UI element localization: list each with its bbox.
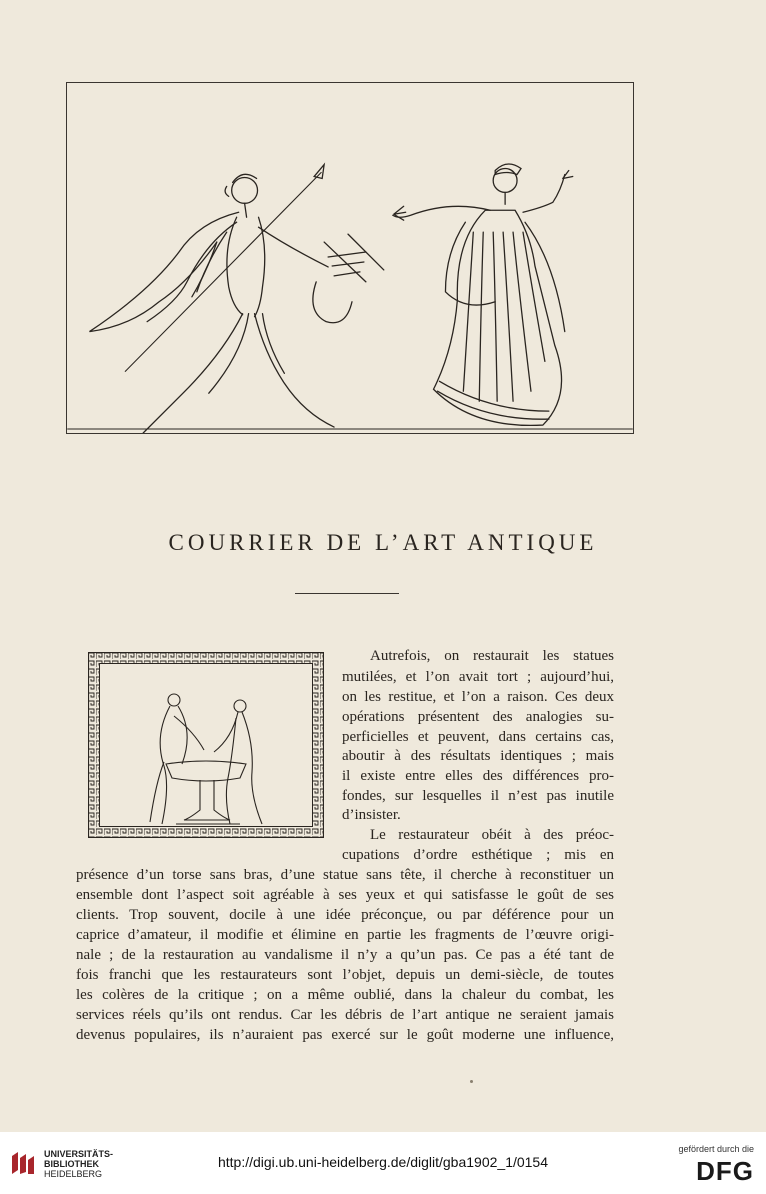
paragraph-line: présence d’un torse sans bras, d’une statue sans tête, il cherche à reconstituer un [76,867,614,883]
library-name: UNIVERSITÄTS- BIBLIOTHEK HEIDELBERG [44,1149,114,1179]
paragraph-line: devenus populaires, ils n’auraient pas exercé sur le goût moderne une influence, [76,1027,614,1043]
paragraph-line: clients. Trop souvent, docile à une idée préconçue, ou par déférence pour un [76,907,614,923]
paragraph-line: Le restaurateur obéit à des préoc- [370,827,614,843]
page-title: COURRIER DE L’ART ANTIQUE [168,530,598,555]
permalink-url[interactable]: http://digi.ub.uni-heidelberg.de/diglit/gba1902_1/0154 [217,1154,549,1170]
paragraph-line: fois franchi que les restaurateurs sont l’objet, depuis un demi-siècle, de toutes [76,967,614,983]
small-illustration-two-youths [88,652,324,838]
paragraph-line: perficielles et peuvent, dans certains cas, [342,729,614,745]
apollo-figure [89,165,383,433]
paragraph-line: caprice d’amateur, il modifie et élimine en partie les fragments de l’œuvre origi- [76,927,614,943]
lyre-icon [313,234,384,323]
paragraph-line: services réels qu’ils ont rendus. Car les débris de l’art antique ne seraient jamais [76,1007,614,1023]
paragraph-line: ensemble dont l’aspect soit agréable à ses yeux et qui satisfasse le goût de ses [76,887,614,903]
digitization-footer [0,1132,766,1194]
top-illustration-apollo-muse [66,82,634,434]
paragraph-line: les colères de la critique ; on a même oublié, dans la chaleur du combat, les [76,987,614,1003]
paragraph-line: d’insister. [342,807,401,823]
paragraph-line: mutilées, et l’on avait tort ; aujourd’hui, [342,669,614,685]
paragraph-line: fondes, sur lesquelles il n’est pas inutile [342,788,614,804]
paragraph-line: aboutir à des résultats identiques ; mais [342,748,614,764]
paper-speck [470,1080,473,1083]
paragraph-line: cupations d’ordre esthétique ; mis en [342,847,614,863]
paragraph-line: opérations présentent des analogies su- [342,709,614,725]
muse-figure [393,164,573,425]
funding-note: gefördert durch die [678,1144,754,1154]
paragraph-line: il existe entre elles des différences pro- [342,768,614,784]
title-divider [295,593,399,594]
paragraph-line: nale ; de la restauration au vandalisme il n’y a qu’un pas. Ce pas a été tant de [76,947,614,963]
paragraph-line: on les restitue, et l’on a raison. Ces deux [342,689,614,705]
dfg-logo: DFG [696,1156,754,1186]
paragraph-line: Autrefois, on restaurait les statues [370,648,614,664]
